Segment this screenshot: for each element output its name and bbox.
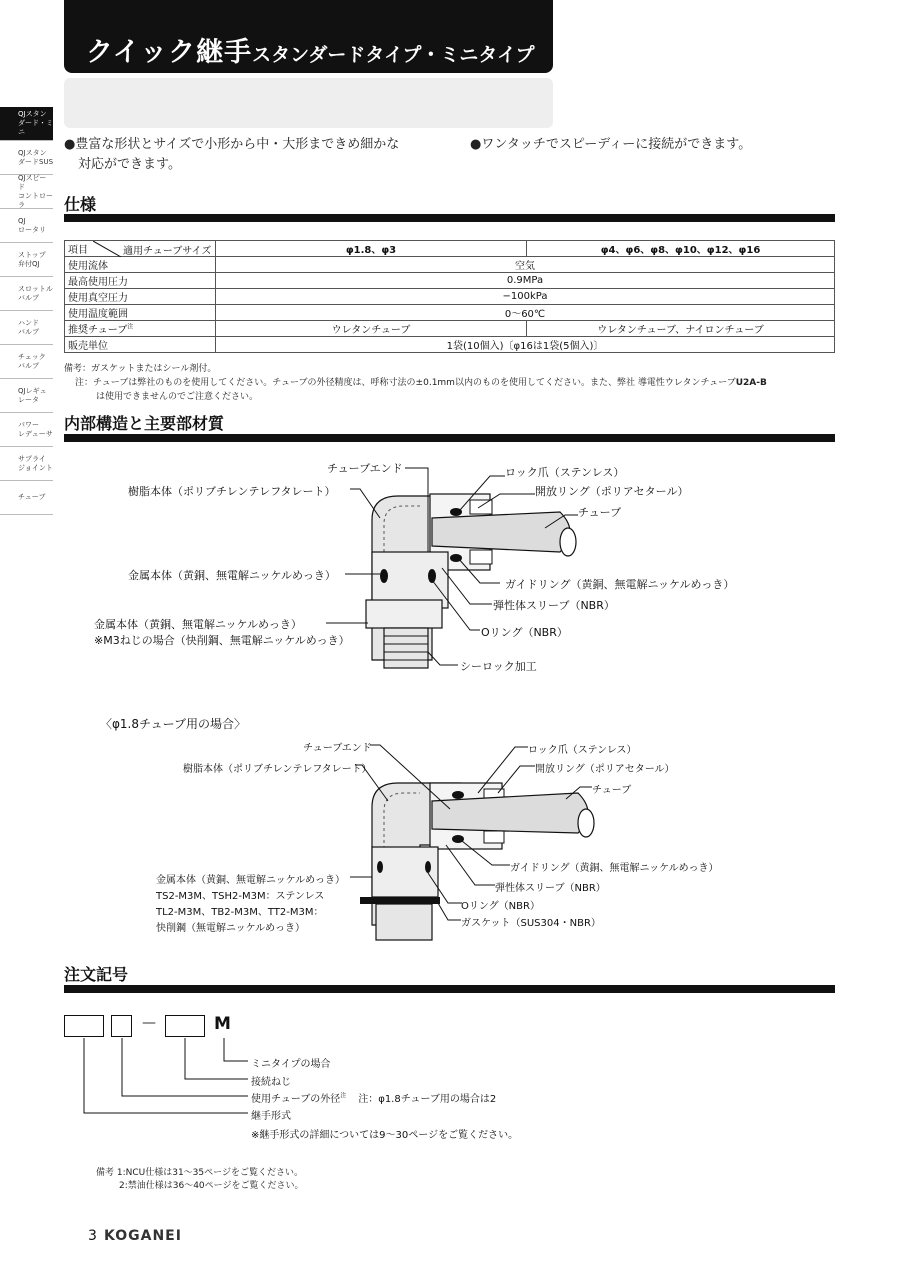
d2-lock-claw-label: ロック爪（ステンレス） xyxy=(528,745,637,756)
table-row xyxy=(65,321,835,337)
d2-elastic-sleeve-label: 弾性体スリーブ（NBR） xyxy=(495,883,606,894)
order-dash: — xyxy=(142,1015,156,1031)
d2-resin-body-label: 樹脂本体（ポリブチレンテレフタレート） xyxy=(183,764,372,775)
d1-o-ring-label: Oリング（NBR） xyxy=(481,626,568,639)
order-remark-2: 2:禁油仕様は36〜40ページをご覧ください。 xyxy=(119,1181,304,1191)
d2-release-ring-label: 開放リング（ポリアセタール） xyxy=(535,764,675,775)
side-tab-qj-standard-sus[interactable]: QJスタン ダードSUS xyxy=(0,141,53,175)
table-row xyxy=(65,273,835,289)
spec-row-label: 使用温度範囲 xyxy=(65,305,216,321)
intro-bullet-1-line1: ●豊富な形状とサイズで小形から中・大形まできめ細かな xyxy=(64,137,400,152)
spec-header-tube-size: 適用チューブサイズ xyxy=(123,246,212,257)
side-tab-power-reducer[interactable]: パワー レデューサ xyxy=(0,413,53,447)
d1-release-ring-label: 開放リング（ポリアセタール） xyxy=(535,485,689,498)
intro-bullet-1-line2: 対応ができます。 xyxy=(78,157,181,172)
d1-seal-lock-label: シーロック加工 xyxy=(460,660,537,673)
d1-metal-body-2-label: 金属本体（黄銅、無電解ニッケルめっき） xyxy=(94,618,302,631)
order-label-thread: 接続ねじ xyxy=(251,1077,291,1088)
tube-label-note-mark: 注 xyxy=(127,323,134,331)
spec-row-value: 1袋(10個入)〔φ16は1袋(5個入)〕 xyxy=(216,337,835,353)
spec-row-label xyxy=(65,321,216,337)
d2-metal-body-label: 金属本体（黄銅、無電解ニッケルめっき） xyxy=(156,875,345,886)
side-tab-qj-speed-controller[interactable]: QJスピード コントローラ xyxy=(0,175,53,209)
order-label-tube-od-sup: 注 xyxy=(340,1092,347,1100)
d2-tl2-label: TL2-M3M、TB2-M3M、TT2-M3M： xyxy=(156,907,324,918)
order-heading-rule xyxy=(64,985,835,993)
side-tab-hand-valve[interactable]: ハンド バルブ xyxy=(0,311,53,345)
order-box-tube-od xyxy=(111,1015,132,1037)
spec-row-value: ウレタンチューブ xyxy=(216,321,527,337)
order-label-tube-od xyxy=(251,1090,496,1105)
d2-tube-label: チューブ xyxy=(592,785,632,796)
spec-col-small: φ1.8、φ3 xyxy=(216,241,527,257)
spec-row-value: 0〜60℃ xyxy=(216,305,835,321)
title-main: クイック継手 xyxy=(86,37,253,68)
side-tab-supply-joint[interactable]: サプライ ジョイント xyxy=(0,447,53,481)
side-tab-qj-rotary[interactable]: QJ ロータリ xyxy=(0,209,53,243)
spec-row-value: −100kPa xyxy=(216,289,835,305)
spec-note-cont: は使用できませんのでご注意ください。 xyxy=(96,392,259,402)
page-title xyxy=(86,30,534,69)
d2-o-ring-label: Oリング（NBR） xyxy=(461,901,540,912)
spec-col-large: φ4、φ6、φ8、φ10、φ12、φ16 xyxy=(527,241,835,257)
d1-m3-note-label: ※M3ねじの場合（快削鋼、無電解ニッケルめっき） xyxy=(94,634,350,647)
side-tab-qj-standard-mini[interactable]: QJスタン ダード・ミニ xyxy=(0,107,53,141)
d2-caption: 〈φ1.8チューブ用の場合〉 xyxy=(100,717,247,731)
spec-row-value: 空気 xyxy=(216,257,835,273)
spec-heading-rule xyxy=(64,214,835,222)
table-row xyxy=(65,289,835,305)
order-label-tube-od-text: 使用チューブの外径 xyxy=(251,1094,341,1105)
brand-logo: KOGANEI xyxy=(104,1228,182,1244)
table-row xyxy=(65,257,835,273)
order-label-mini: ミニタイプの場合 xyxy=(251,1059,331,1070)
order-leader-lines xyxy=(0,1036,260,1120)
spec-header-item: 項目 xyxy=(68,245,88,256)
order-heading: 注文記号 xyxy=(64,965,129,984)
spec-row-value: 0.9MPa xyxy=(216,273,835,289)
page-number: 3 xyxy=(88,1228,97,1244)
spec-note xyxy=(75,377,767,390)
side-tab-stop-valve-qj[interactable]: ストップ 弁付QJ xyxy=(0,243,53,277)
spec-header-row xyxy=(65,241,835,257)
side-tab-check-valve[interactable]: チェック バルブ xyxy=(0,345,53,379)
order-label-tube-note: 注：φ1.8チューブ用の場合は2 xyxy=(358,1094,497,1105)
order-label-joint-form: 継手形式 xyxy=(251,1111,291,1122)
order-label-detail: ※継手形式の詳細については9〜30ページをご覧ください。 xyxy=(251,1130,519,1141)
spec-row-label: 販売単位 xyxy=(65,337,216,353)
spec-header-corner xyxy=(65,241,216,257)
spec-table xyxy=(64,240,835,353)
d1-tube-label: チューブ xyxy=(578,506,622,519)
structure-heading: 内部構造と主要部材質 xyxy=(64,414,225,433)
d1-metal-body-label: 金属本体（黄銅、無電解ニッケルめっき） xyxy=(128,569,336,582)
side-tab-throttle-valve[interactable]: スロットル バルブ xyxy=(0,277,53,311)
table-row xyxy=(65,337,835,353)
d2-stainless-label: TS2-M3M、TSH2-M3M：ステンレス xyxy=(156,891,325,902)
spec-row-value: ウレタンチューブ、ナイロンチューブ xyxy=(527,321,835,337)
d1-resin-body-label: 樹脂本体（ポリブチレンテレフタレート） xyxy=(128,485,336,498)
d1-guide-ring-label: ガイドリング（黄銅、無電解ニッケルめっき） xyxy=(505,578,735,591)
title-sub: スタンダードタイプ・ミニタイプ xyxy=(252,44,535,66)
corner-diagonal xyxy=(93,241,123,257)
d2-guide-ring-label: ガイドリング（黄銅、無電解ニッケルめっき） xyxy=(510,863,719,874)
side-tab-qj-regulator[interactable]: QJレギュ レータ xyxy=(0,379,53,413)
side-tab-tube[interactable]: チューブ xyxy=(0,481,53,515)
intro-bullet-1 xyxy=(64,135,399,175)
d1-lock-claw-label: ロック爪（ステンレス） xyxy=(505,466,625,479)
order-remark-1: 備考 1:NCU仕様は31〜35ページをご覧ください。 xyxy=(96,1168,303,1178)
table-row xyxy=(65,305,835,321)
description-band xyxy=(64,78,553,128)
d1-elastic-sleeve-label: 弾性体スリーブ（NBR） xyxy=(493,599,615,612)
order-box-joint-form xyxy=(64,1015,104,1037)
d2-free-cut-label: 快削鋼（無電解ニッケルめっき） xyxy=(156,923,305,934)
spec-row-label: 使用真空圧力 xyxy=(65,289,216,305)
spec-row-label: 最高使用圧力 xyxy=(65,273,216,289)
d1-tube-end-label: チューブエンド xyxy=(327,462,403,475)
spec-heading: 仕様 xyxy=(64,195,97,214)
spec-row-label: 使用流体 xyxy=(65,257,216,273)
order-box-thread xyxy=(165,1015,205,1037)
d2-gasket-label: ガスケット（SUS304・NBR） xyxy=(461,918,601,929)
d2-tube-end-label: チューブエンド xyxy=(303,743,372,754)
spec-note-model: U2A-B xyxy=(735,378,767,388)
structure-diagram-2 xyxy=(0,735,900,945)
spec-remark: 備考：ガスケットまたはシール剤付。 xyxy=(64,364,217,374)
order-suffix-m: M xyxy=(214,1014,231,1034)
intro-bullet-2: ●ワンタッチでスピーディーに接続ができます。 xyxy=(470,137,752,152)
tube-label: 推奨チューブ xyxy=(68,325,128,336)
spec-note-text: 注：チューブは弊社のものを使用してください。チューブの外径精度は、呼称寸法の±0.1mm以内のものを使用してください。また、弊社 導電性ウレタンチューブ xyxy=(75,378,736,388)
